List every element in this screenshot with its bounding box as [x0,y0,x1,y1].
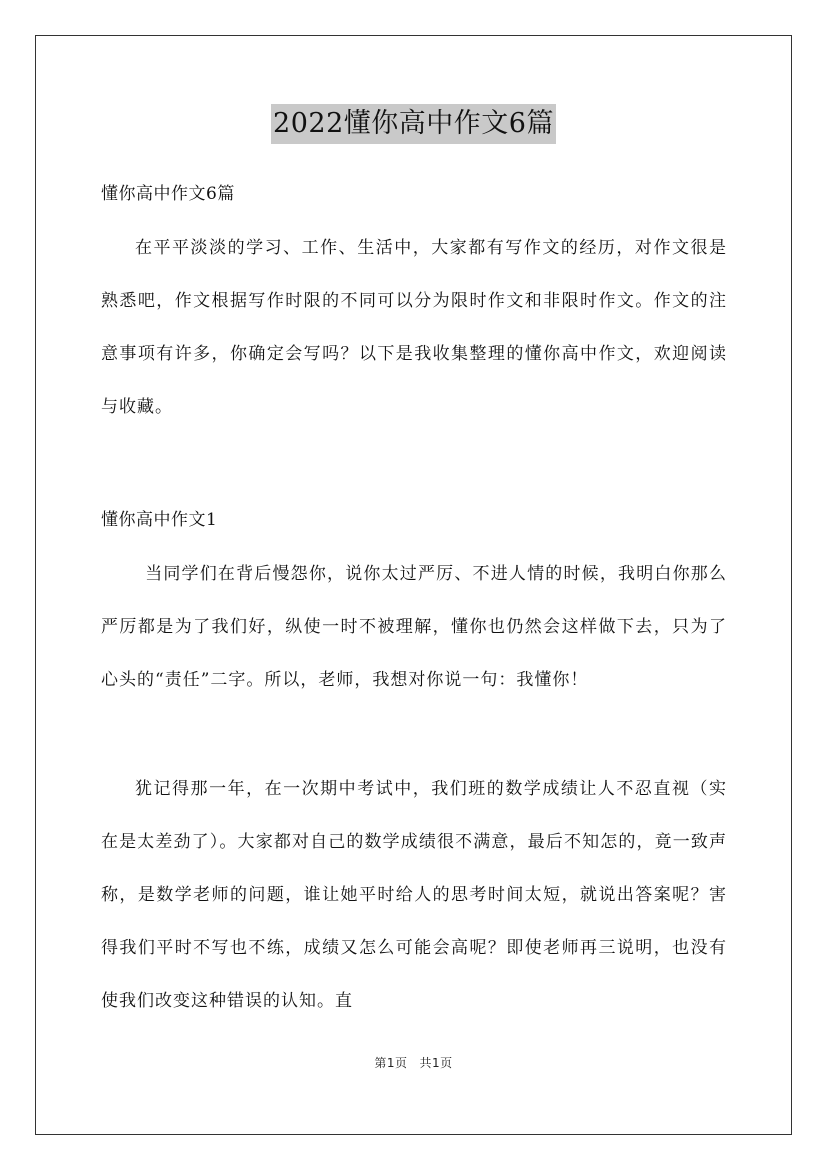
essay1-heading: 懂你高中作文1 [101,510,218,530]
document-title: 2022懂你高中作文6篇 [271,104,556,144]
intro-heading: 懂你高中作文6篇 [101,184,235,204]
page-number-total: 共1页 [419,1056,453,1070]
essay1-paragraph-1: 当同学们在背后慢怨你，说你太过严厉、不进人情的时候，我明白你那么严厉都是为了我们好，纵使一时不被理解，懂你也仍然会这样做下去，只为了心头的“责任”二字。所以，老师，我想对你说一句：我懂你！ [101,564,727,690]
title-container [0,104,827,144]
page-number-current: 第1页 [374,1056,408,1070]
intro-paragraph: 在平平淡淡的学习、工作、生活中，大家都有写作文的经历，对作文很是熟悉吧，作文根据写作时限的不同可以分为限时作文和非限时作文。作文的注意事项有许多，你确定会写吗？以下是我收集整理的懂你高中作文，欢迎阅读与收藏。 [101,238,727,417]
page-footer [0,1054,827,1071]
essay1-paragraph-2: 犹记得那一年，在一次期中考试中，我们班的数学成绩让人不忍直视（实在是太差劲了）。大家都对自己的数学成绩很不满意，最后不知怎的，竟一致声称，是数学老师的问题，谁让她平时给人的思考时间太短，就说出答案呢？害得我们平时不写也不练，成绩又怎么可能会高呢？即使老师再三说明，也没有使我们改变这种错误的认知。直 [101,779,727,1011]
